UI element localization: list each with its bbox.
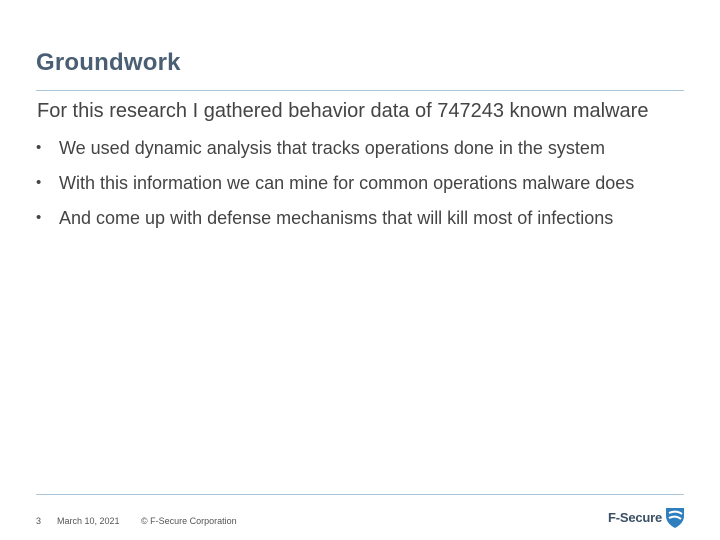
intro-text: For this research I gathered behavior data of 747243 known malware — [37, 100, 649, 122]
footer-date: March 10, 2021 — [57, 516, 120, 526]
bullet-text: We used dynamic analysis that tracks operations done in the system — [59, 138, 605, 158]
title-divider — [36, 90, 684, 91]
bullet-text: With this information we can mine for common operations malware does — [59, 173, 635, 193]
footer-copyright: © F-Secure Corporation — [141, 516, 237, 526]
footer-divider — [36, 494, 684, 495]
bullet-dot-icon: • — [36, 139, 42, 156]
logo-text: F-Secure — [608, 509, 663, 525]
bullet-dot-icon: • — [36, 209, 42, 226]
slide-title: Groundwork — [36, 49, 181, 76]
page-number: 3 — [36, 516, 42, 526]
bullet-dot-icon: • — [36, 174, 42, 191]
f-secure-logo — [608, 505, 686, 529]
bullet-text: And come up with defense mechanisms that will kill most of infections — [59, 208, 614, 228]
shield-logo-icon — [664, 505, 686, 529]
